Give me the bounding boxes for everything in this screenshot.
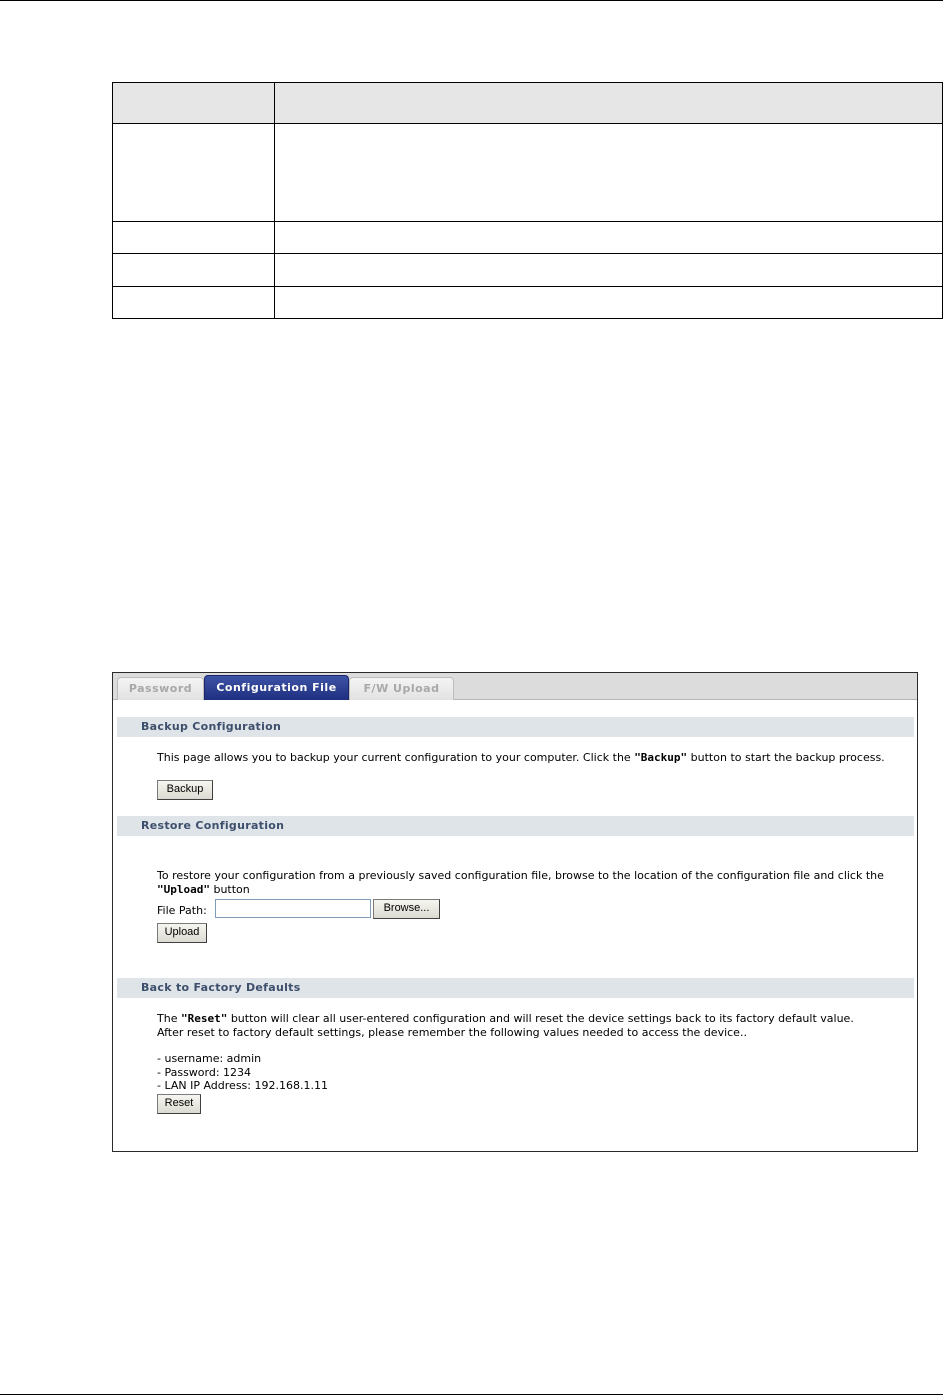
reset-button[interactable]: Reset [157,1094,201,1114]
restore-text-bold: "Upload" [157,883,210,896]
upload-button[interactable]: Upload [157,923,207,943]
table-cell-label [113,254,275,287]
table-row [113,254,943,287]
backup-text-after: button to start the backup process. [687,751,885,764]
table-cell-label [113,124,275,222]
tab-bar [113,673,917,700]
backup-section-title: Backup Configuration [117,717,914,737]
tab-configuration-file[interactable]: Configuration File [204,675,349,700]
browse-button[interactable]: Browse... [373,899,440,919]
table-cell-label [113,222,275,254]
backup-text-bold: "Backup" [634,751,688,764]
default-password: - Password: 1234 [157,1066,252,1079]
file-path-input[interactable] [215,899,371,918]
table-cell-description [275,124,943,222]
field-description-table [112,82,943,319]
table-cell-description [275,83,943,124]
restore-text-after: button [209,883,250,896]
restore-description [157,869,887,897]
factory-description [157,1012,872,1040]
restore-text-before: To restore your configuration from a previously saved configuration file, browse to the location of the configuration file and click the [157,869,884,882]
factory-text-bold: "Reset" [180,1012,228,1025]
page-footer-rule [0,1394,943,1395]
table-cell-description [275,254,943,287]
factory-section-title: Back to Factory Defaults [117,978,914,998]
table-row [113,287,943,319]
restore-section-title: Restore Configuration [117,816,914,836]
configuration-file-screen [112,672,918,1152]
table-row [113,222,943,254]
file-path-label: File Path: [157,904,207,917]
table-cell-label [113,83,275,124]
table-cell-description [275,287,943,319]
backup-button[interactable]: Backup [157,780,213,800]
backup-description [157,751,887,765]
factory-text-after: button will clear all user-entered configuration and will reset the device settings back to its factory default value. After reset to factory default settings, please remember the following values needed to access the device.. [157,1012,854,1039]
page-header-rule [0,0,943,1]
tab-password[interactable]: Password [117,677,204,700]
backup-text-before: This page allows you to backup your current configuration to your computer. Click the [157,751,635,764]
table-cell-label [113,287,275,319]
table-row [113,124,943,222]
default-lan-ip: - LAN IP Address: 192.168.1.11 [157,1079,328,1092]
default-username: - username: admin [157,1052,262,1065]
table-cell-description [275,222,943,254]
tab-fw-upload[interactable]: F/W Upload [349,677,454,700]
table-header-row [113,83,943,124]
factory-text-before: The [157,1012,181,1025]
